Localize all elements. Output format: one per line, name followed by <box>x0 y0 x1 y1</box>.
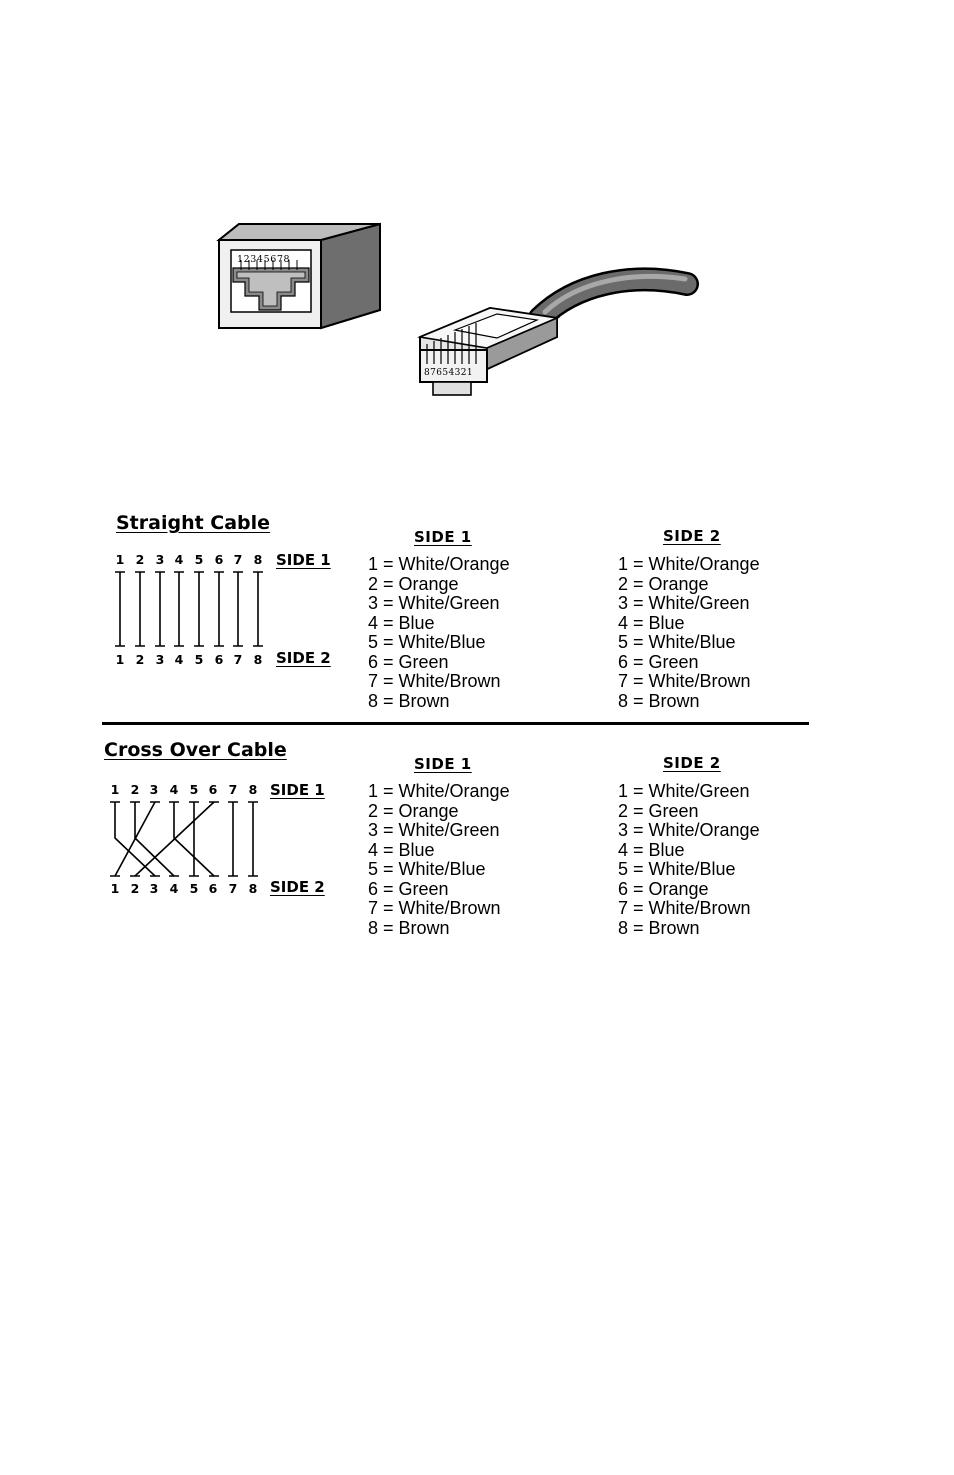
straight-top-pin-numbers <box>0 552 300 568</box>
straight-wiring-diagram <box>110 568 270 652</box>
straight-cable-title: Straight Cable <box>116 512 271 534</box>
pin-number: 5 <box>189 881 199 896</box>
pin-assignment: 6 = Green <box>368 878 449 899</box>
pin-number: 7 <box>228 881 238 896</box>
crossover-side1-label: SIDE 1 <box>270 781 325 799</box>
pin-number: 3 <box>149 782 159 797</box>
pin-number: 2 <box>130 782 140 797</box>
pin-assignment: 4 = Blue <box>618 839 685 860</box>
pin-number: 4 <box>174 552 184 567</box>
pin-number: 1 <box>110 881 120 896</box>
pin-assignment: 1 = White/Orange <box>368 554 510 574</box>
pin-assignment: 3 = White/Orange <box>618 820 760 840</box>
pin-assignment: 8 = Brown <box>618 917 700 938</box>
pin-number: 2 <box>135 652 145 667</box>
pin-assignment: 3 = White/Green <box>368 820 500 840</box>
crossover-wiring-diagram <box>105 798 265 880</box>
pin-number: 4 <box>169 881 179 896</box>
pin-number: 1 <box>115 552 125 567</box>
pin-number: 4 <box>174 652 184 667</box>
pin-assignment: 4 = Blue <box>368 612 435 633</box>
pin-assignment: 7 = White/Brown <box>618 898 751 918</box>
pin-assignment: 2 = Orange <box>618 573 709 594</box>
crossover-side2-heading: SIDE 2 <box>663 754 721 772</box>
pin-assignment: 2 = Orange <box>368 573 459 594</box>
pin-assignment: 5 = White/Blue <box>618 632 736 652</box>
straight-side2-pin-list <box>618 555 760 711</box>
pin-number: 6 <box>214 652 224 667</box>
pin-assignment: 5 = White/Blue <box>618 859 736 879</box>
section-divider <box>102 722 809 725</box>
pin-assignment: 7 = White/Brown <box>368 898 501 918</box>
plug-pin-numbers: 87654321 <box>424 368 474 378</box>
crossover-side1-pin-list <box>368 782 510 938</box>
pin-number: 8 <box>248 782 258 797</box>
pin-number: 6 <box>214 552 224 567</box>
pin-number: 7 <box>233 652 243 667</box>
pin-assignment: 8 = Brown <box>368 917 450 938</box>
pin-assignment: 8 = Brown <box>618 690 700 711</box>
rj45-jack <box>219 224 380 328</box>
pin-number: 4 <box>169 782 179 797</box>
pin-number: 5 <box>189 782 199 797</box>
pin-assignment: 2 = Orange <box>368 800 459 821</box>
pin-number: 2 <box>135 552 145 567</box>
jack-pin-numbers: 12345678 <box>237 254 291 265</box>
pin-assignment: 8 = Brown <box>368 690 450 711</box>
crossover-side1-heading: SIDE 1 <box>414 755 472 773</box>
crossover-side2-label: SIDE 2 <box>270 878 325 896</box>
pin-number: 1 <box>115 652 125 667</box>
pin-assignment: 4 = Blue <box>368 839 435 860</box>
pin-number: 3 <box>155 652 165 667</box>
pin-number: 3 <box>149 881 159 896</box>
pin-assignment: 3 = White/Green <box>368 593 500 613</box>
pin-number: 7 <box>233 552 243 567</box>
pin-number: 1 <box>110 782 120 797</box>
straight-side1-label: SIDE 1 <box>276 551 331 569</box>
pin-assignment: 6 = Green <box>618 651 699 672</box>
straight-bottom-pin-numbers <box>0 652 300 668</box>
pin-number: 8 <box>248 881 258 896</box>
pin-number: 5 <box>194 552 204 567</box>
pin-assignment: 2 = Green <box>618 800 699 821</box>
pin-assignment: 7 = White/Brown <box>368 671 501 691</box>
rj45-plug <box>420 308 557 395</box>
crossover-top-pin-numbers <box>0 782 300 798</box>
pin-number: 8 <box>253 652 263 667</box>
pin-assignment: 5 = White/Blue <box>368 632 486 652</box>
crossover-bottom-pin-numbers <box>0 881 300 897</box>
pin-assignment: 4 = Blue <box>618 612 685 633</box>
pin-assignment: 6 = Orange <box>618 878 709 899</box>
pin-number: 3 <box>155 552 165 567</box>
pin-number: 2 <box>130 881 140 896</box>
crossover-cable-title: Cross Over Cable <box>104 739 287 761</box>
pin-number: 8 <box>253 552 263 567</box>
pin-number: 6 <box>208 782 218 797</box>
pin-assignment: 6 = Green <box>368 651 449 672</box>
pin-number: 7 <box>228 782 238 797</box>
straight-side1-pin-list <box>368 555 510 711</box>
straight-side1-heading: SIDE 1 <box>414 528 472 546</box>
pin-number: 5 <box>194 652 204 667</box>
pin-assignment: 1 = White/Green <box>618 781 750 801</box>
straight-side2-label: SIDE 2 <box>276 649 331 667</box>
pin-assignment: 7 = White/Brown <box>618 671 751 691</box>
pin-assignment: 5 = White/Blue <box>368 859 486 879</box>
pin-assignment: 1 = White/Orange <box>618 554 760 574</box>
rj45-connector-illustration <box>215 222 700 402</box>
crossover-side2-pin-list <box>618 782 760 938</box>
straight-side2-heading: SIDE 2 <box>663 527 721 545</box>
pin-assignment: 1 = White/Orange <box>368 781 510 801</box>
pin-number: 6 <box>208 881 218 896</box>
pin-assignment: 3 = White/Green <box>618 593 750 613</box>
